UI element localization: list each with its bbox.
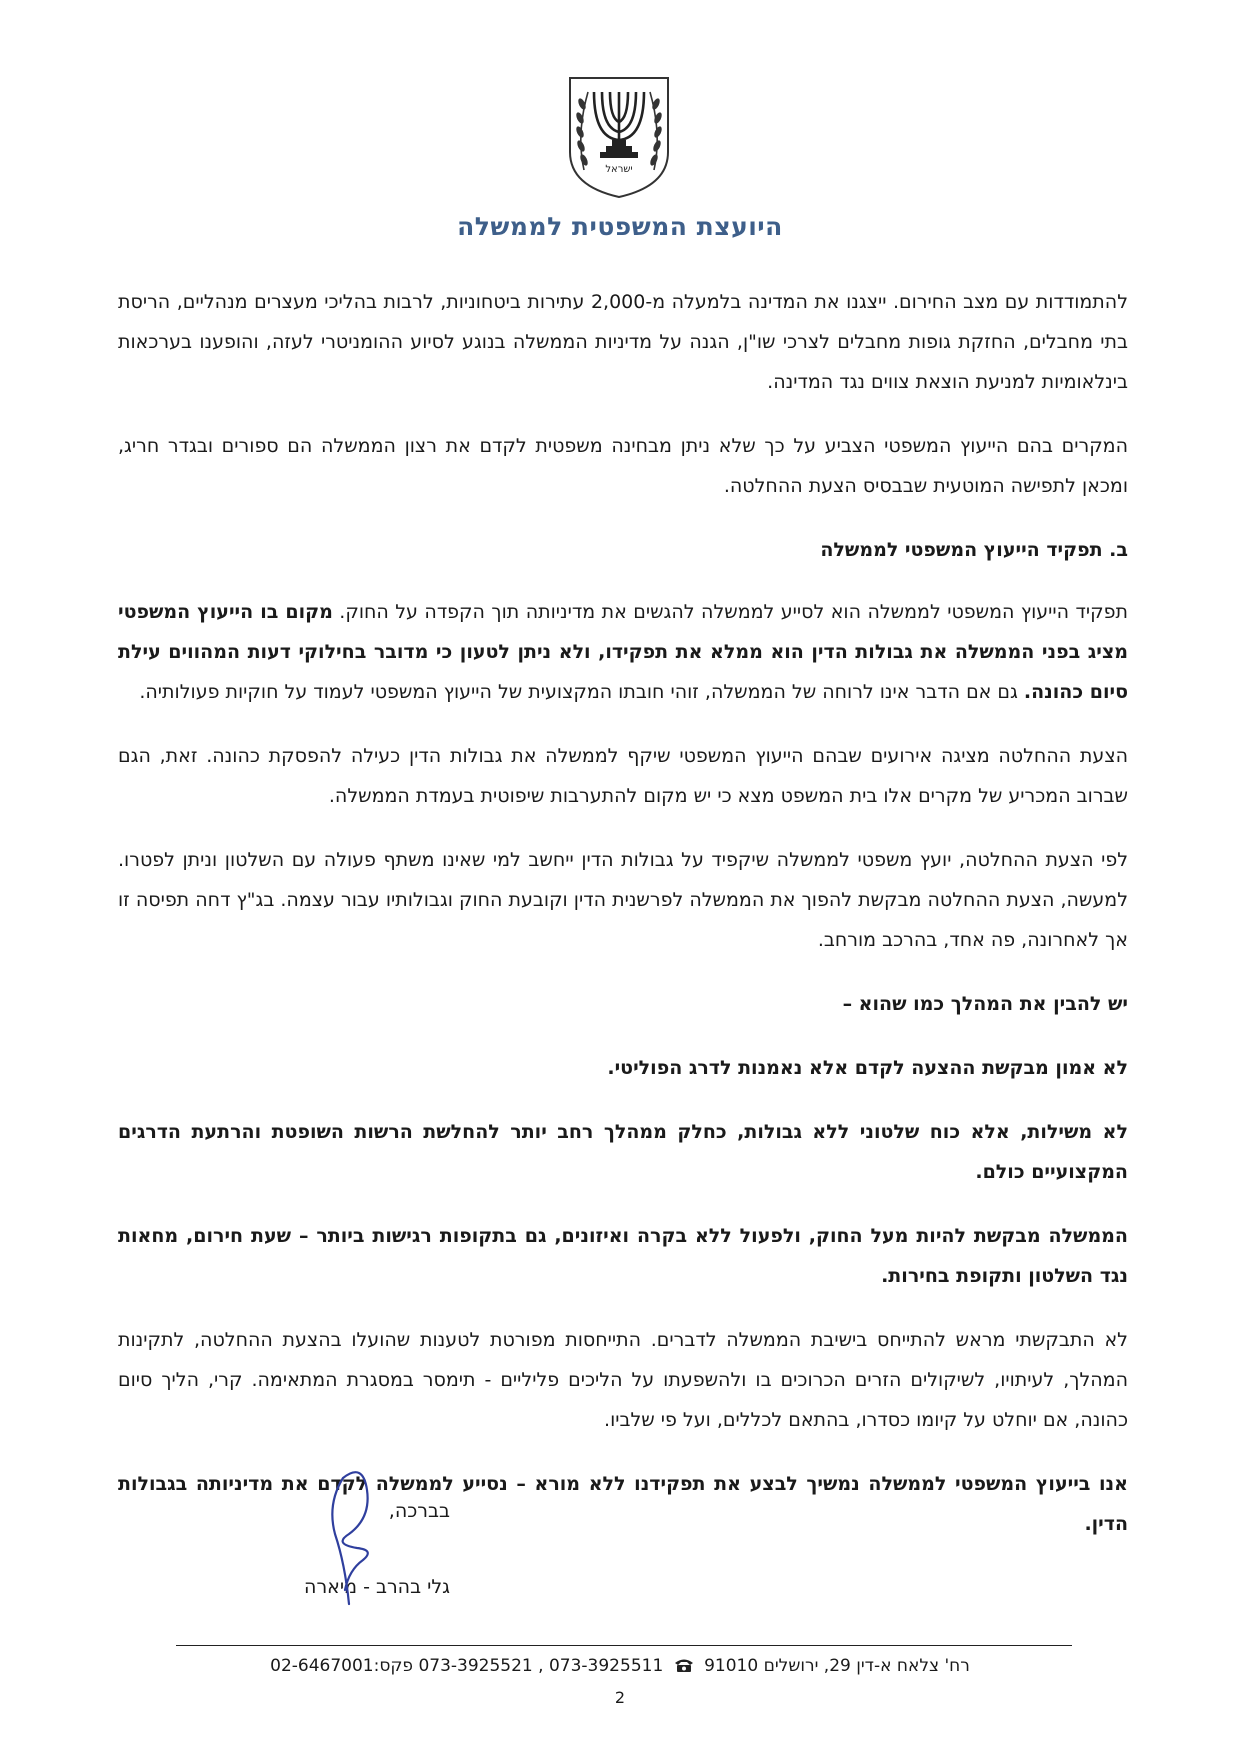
footer-address: רח' צלאח א-דין 29, ירושלים 91010 xyxy=(704,1656,970,1676)
footer-phones: 073-3925511 , 073-3925521 xyxy=(418,1656,664,1676)
paragraph-text: גם אם הדבר אינו לרוחה של הממשלה, זוהי חובתו המקצועית של הייעוץ המשפטי לעמוד על חוקיות פעולותיה. xyxy=(139,681,1018,703)
signer-name: גלי בהרב - מיארה xyxy=(304,1576,450,1598)
paragraph-emphasis: מקום בו הייעוץ המשפטי מציג בפני הממשלה את גבולות הדין הוא ממלא את תפקידו, ולא ניתן לטעון כי מדובר בחילוקי דעות המהווים עילת סיום כהונה. xyxy=(118,601,1128,703)
state-emblem-icon xyxy=(566,74,672,200)
phone-icon xyxy=(673,1657,695,1673)
emblem-caption: ישראל xyxy=(605,164,633,175)
paragraph: לא התבקשתי מראש להתייחס בישיבת הממשלה לדברים. התייחסות מפורטת לטענות שהועלו בהצעת ההחלטה, לתקינות המהלך, לעיתויו, לשיקולים הזרים הכרוכים בו ולהשפעתו על הליכים פליליים - תימסר במסגרת המתאימה. קרי, הליך סיום כהונה, אם יוחלט על קיומו כסדרו, בהתאם לכללים, ועל פי שלביו. xyxy=(118,1329,1128,1431)
bold-statement: יש להבין את המהלך כמו שהוא – xyxy=(842,993,1128,1015)
signature xyxy=(305,1464,395,1614)
paragraph-text: תפקיד הייעוץ המשפטי לממשלה הוא לסייע לממשלה להגשים את מדיניותה תוך הקפדה על החוק. xyxy=(339,601,1128,623)
section-heading: ב. תפקיד הייעוץ המשפטי לממשלה xyxy=(820,539,1128,561)
footer-contact xyxy=(0,1656,1240,1676)
page-number: 2 xyxy=(614,1688,626,1707)
paragraph: המקרים בהם הייעוץ המשפטי הצביע על כך שלא ניתן מבחינה משפטית לקדם את רצון הממשלה הם ספורים ובגדר חריג, ומכאן לתפישה המוטעית שבבסיס הצעת ההחלטה. xyxy=(118,435,1128,497)
footer-fax: פקס:02-6467001 xyxy=(270,1656,414,1676)
closing-greeting: בברכה, xyxy=(388,1500,450,1522)
paragraph xyxy=(118,592,1128,712)
paragraph: להתמודדות עם מצב החירום. ייצגנו את המדינה בלמעלה מ-2,000 עתירות ביטחוניות, לרבות בהליכי מעצרים מנהליים, הריסת בתי מחבלים, החזקת גופות מחבלים לצרכי שו"ן, הגנה על מדיניות הממשלה בנוגע לסיוע ההומניטרי לעזה, והופענו בערכאות בינלאומיות למניעת הוצאת צווים נגד המדינה. xyxy=(118,291,1128,393)
bold-statement: הממשלה מבקשת להיות מעל החוק, ולפעול ללא בקרה ואיזונים, גם בתקופות רגישות ביותר – שעת חירום, מחאות נגד השלטון ותקופת בחירות. xyxy=(118,1225,1128,1287)
bold-statement: לא אמון מבקשת ההצעה לקדם אלא נאמנות לדרג הפוליטי. xyxy=(607,1057,1128,1079)
office-title: היועצת המשפטית לממשלה xyxy=(457,212,783,241)
bold-statement: לא משילות, אלא כוח שלטוני ללא גבולות, כחלק ממהלך רחב יותר להחלשת הרשות השופטת והרתעת הדרגים המקצועיים כולם. xyxy=(118,1121,1128,1183)
footer-divider xyxy=(176,1645,1072,1646)
bold-statement: אנו בייעוץ המשפטי לממשלה נמשיך לבצע את תפקידנו ללא מורא – נסייע לממשלה לקדם את מדיניותה בגבולות הדין. xyxy=(118,1473,1128,1535)
letter-body xyxy=(118,282,1128,1568)
paragraph: לפי הצעת ההחלטה, יועץ משפטי לממשלה שיקפיד על גבולות הדין ייחשב למי שאינו משתף פעולה עם השלטון וניתן לפטרו. למעשה, הצעת ההחלטה מבקשת להפוך את הממשלה לפרשנית הדין וקובעת החוק וגבולותיו עבור עצמה. בג"ץ דחה תפיסה זו אך לאחרונה, פה אחד, בהרכב מורחב. xyxy=(118,849,1128,951)
paragraph: הצעת ההחלטה מציגה אירועים שבהם הייעוץ המשפטי שיקף לממשלה את גבולות הדין כעילה להפסקת כהונה. זאת, הגם שברוב המכריע של מקרים אלו בית המשפט מצא כי יש מקום להתערבות שיפוטית בעמדת הממשלה. xyxy=(118,745,1128,807)
